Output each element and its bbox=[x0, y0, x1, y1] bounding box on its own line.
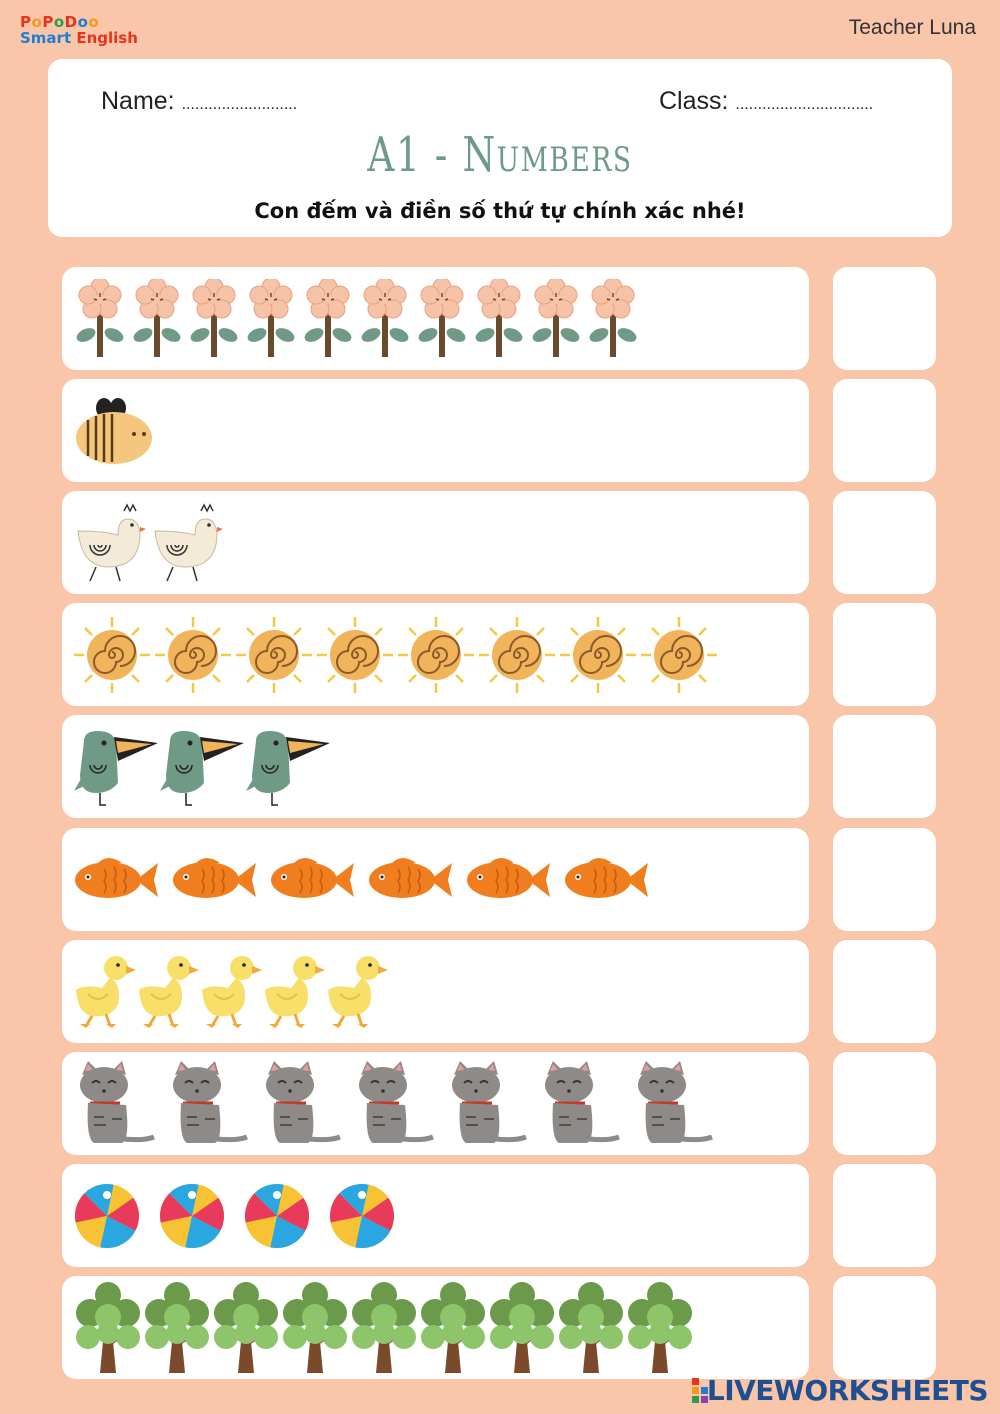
sun-icon bbox=[479, 617, 555, 697]
tree-icon bbox=[557, 1281, 625, 1379]
class-dots: ............................... bbox=[735, 96, 874, 113]
counting-row bbox=[62, 491, 809, 594]
counting-row bbox=[62, 1052, 809, 1155]
counting-row bbox=[62, 1164, 809, 1267]
ball-icon bbox=[159, 1183, 225, 1253]
bird-icon bbox=[160, 727, 244, 811]
tree-icon bbox=[212, 1281, 280, 1379]
answer-box[interactable] bbox=[833, 491, 936, 594]
duck-icon bbox=[200, 954, 262, 1034]
sun-icon bbox=[155, 617, 231, 697]
header-card bbox=[48, 59, 952, 237]
flower-icon bbox=[359, 279, 411, 363]
answer-box[interactable] bbox=[833, 379, 936, 482]
cat-icon bbox=[632, 1061, 718, 1151]
fish-icon bbox=[368, 853, 452, 911]
duck-icon bbox=[326, 954, 388, 1034]
class-field[interactable] bbox=[659, 87, 873, 116]
bird-icon bbox=[74, 727, 158, 811]
tree-icon bbox=[74, 1281, 142, 1379]
name-label: Name: bbox=[101, 87, 175, 115]
logo-line-1: PoPoDoo bbox=[20, 13, 100, 31]
flower-icon bbox=[302, 279, 354, 363]
duck-icon bbox=[137, 954, 199, 1034]
counting-row bbox=[62, 267, 809, 370]
hen-icon bbox=[74, 501, 146, 589]
tree-icon bbox=[488, 1281, 556, 1379]
answer-box[interactable] bbox=[833, 1276, 936, 1379]
counting-row bbox=[62, 1276, 809, 1379]
popodoo-logo bbox=[20, 14, 138, 46]
tree-icon bbox=[143, 1281, 211, 1379]
counting-row bbox=[62, 603, 809, 706]
flower-icon bbox=[74, 279, 126, 363]
cat-icon bbox=[260, 1061, 346, 1151]
logo-line-2: Smart English bbox=[20, 29, 138, 47]
fish-icon bbox=[270, 853, 354, 911]
cat-icon bbox=[74, 1061, 160, 1151]
cat-icon bbox=[539, 1061, 625, 1151]
sun-icon bbox=[560, 617, 636, 697]
answer-box[interactable] bbox=[833, 940, 936, 1043]
flower-icon bbox=[131, 279, 183, 363]
duck-icon bbox=[74, 954, 136, 1034]
answer-box[interactable] bbox=[833, 828, 936, 931]
fish-icon bbox=[172, 853, 256, 911]
class-label: Class: bbox=[659, 87, 729, 115]
answer-box[interactable] bbox=[833, 1052, 936, 1155]
cat-icon bbox=[167, 1061, 253, 1151]
page-title: A1 - Numbers bbox=[367, 127, 633, 183]
counting-row bbox=[62, 940, 809, 1043]
flower-icon bbox=[473, 279, 525, 363]
sun-icon bbox=[236, 617, 312, 697]
tree-icon bbox=[419, 1281, 487, 1379]
hen-icon bbox=[151, 501, 223, 589]
flower-icon bbox=[416, 279, 468, 363]
instruction-text: Con đếm và điền số thứ tự chính xác nhé! bbox=[254, 199, 746, 223]
tree-icon bbox=[350, 1281, 418, 1379]
cat-icon bbox=[353, 1061, 439, 1151]
fish-icon bbox=[466, 853, 550, 911]
liveworksheets-brand: LIVEWORKSHEETS bbox=[706, 1374, 988, 1407]
tree-icon bbox=[626, 1281, 694, 1379]
answer-box[interactable] bbox=[833, 267, 936, 370]
ball-icon bbox=[329, 1183, 395, 1253]
flower-icon bbox=[530, 279, 582, 363]
sun-icon bbox=[74, 617, 150, 697]
flower-icon bbox=[587, 279, 639, 363]
fish-icon bbox=[74, 853, 158, 911]
sun-icon bbox=[398, 617, 474, 697]
counting-row bbox=[62, 715, 809, 818]
cat-icon bbox=[446, 1061, 532, 1151]
duck-icon bbox=[263, 954, 325, 1034]
flower-icon bbox=[188, 279, 240, 363]
fish-icon bbox=[564, 853, 648, 911]
name-dots: .......................... bbox=[181, 96, 298, 113]
liveworksheets-logo-icon bbox=[692, 1378, 708, 1404]
teacher-name: Teacher Luna bbox=[848, 16, 976, 39]
ball-icon bbox=[244, 1183, 310, 1253]
answer-box[interactable] bbox=[833, 603, 936, 706]
sun-icon bbox=[641, 617, 717, 697]
ball-icon bbox=[74, 1183, 140, 1253]
name-field[interactable] bbox=[101, 87, 297, 116]
bee-icon bbox=[74, 396, 154, 470]
sun-icon bbox=[317, 617, 393, 697]
counting-row bbox=[62, 379, 809, 482]
counting-row bbox=[62, 828, 809, 931]
answer-box[interactable] bbox=[833, 715, 936, 818]
bird-icon bbox=[246, 727, 330, 811]
tree-icon bbox=[281, 1281, 349, 1379]
flower-icon bbox=[245, 279, 297, 363]
answer-box[interactable] bbox=[833, 1164, 936, 1267]
